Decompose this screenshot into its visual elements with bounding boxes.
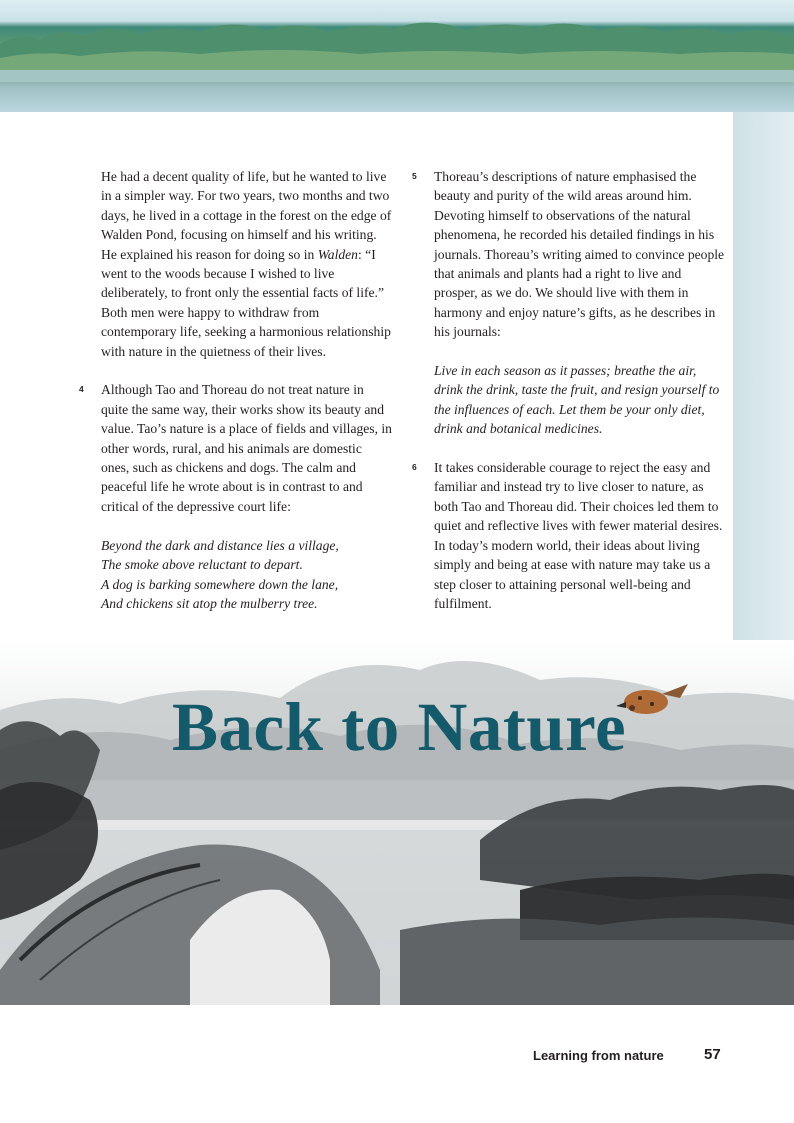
poem-line: Beyond the dark and distance lies a village,: [101, 537, 339, 553]
paragraph-number: 4: [79, 384, 84, 395]
poem-quote: [101, 536, 393, 614]
paragraph-4: [79, 380, 393, 516]
paragraph-intro-text-b: : “I went to the woods because I wished to live deliberately, to front only the essential facts of life.” Both men were happy to withdraw from contemporary life, seeking a harmonious relationship with nature in the quietness of their lives.: [101, 246, 391, 359]
paragraph-number: 6: [412, 462, 417, 473]
page-number: 57: [704, 1046, 721, 1063]
book-title-walden: Walden: [317, 246, 358, 262]
paragraph-intro-text-a: He had a decent quality of life, but he wanted to live in a simpler way. For two years, two months and two days, he lived in a cottage in the forest on the edge of Walden Pond, focusing on himself and his writing. He explained his reason for doing so in: [101, 169, 392, 262]
journal-quote: Live in each season as it passes; breathe the air, drink the drink, taste the fruit, and resign yourself to the influences of each. Let them be your only diet, drink and botanical medicines.: [434, 363, 720, 437]
paragraph-intro: [101, 167, 393, 361]
left-column: [79, 167, 393, 633]
poem-line: The smoke above reluctant to depart.: [101, 557, 303, 573]
chapter-title: Back to Nature: [172, 689, 627, 765]
paragraph-number: 5: [412, 171, 417, 181]
paragraph-6-text: It takes considerable courage to reject the easy and familiar and instead try to live closer to nature, as both Tao and Thoreau did. Their choices led them to quiet and reflective lives with fewer material desires. In today’s modern world, their ideas about living simply and being at ease with nature may take us a step closer to attaining personal well-being and fulfilment.: [434, 460, 723, 611]
paragraph-5-text: Thoreau’s descriptions of nature emphasised the beauty and purity of the wild areas around him. Devoting himself to observations of the natural phenomena, he recorded his detailed findings in his journals. Thoreau’s writing aimed to convince people that animals and plants had a right to live and prosper, as we do. We should live with them in harmony and enjoy nature’s gifts, as he describes in his journals:: [434, 169, 725, 340]
paragraph-5: [412, 167, 726, 342]
paragraph-6: [412, 458, 726, 613]
right-column: [412, 167, 726, 633]
side-tint-strip: [733, 112, 794, 672]
poem-line: And chickens sit atop the mulberry tree.: [101, 595, 318, 611]
poem-line: A dog is barking somewhere down the lane,: [101, 576, 339, 592]
paragraph-4-text: Although Tao and Thoreau do not treat nature in quite the same way, their works show its beauty and value. Tao’s nature is a place of fields and villages, in other words, rural, and his animals are domestic ones, such as chickens and dogs. The calm and peaceful life he wrote about is in contrast to and critical of the depressive court life:: [101, 382, 392, 514]
footer-section-label: Learning from nature: [533, 1048, 664, 1063]
forest-treeline-image: [0, 14, 794, 82]
